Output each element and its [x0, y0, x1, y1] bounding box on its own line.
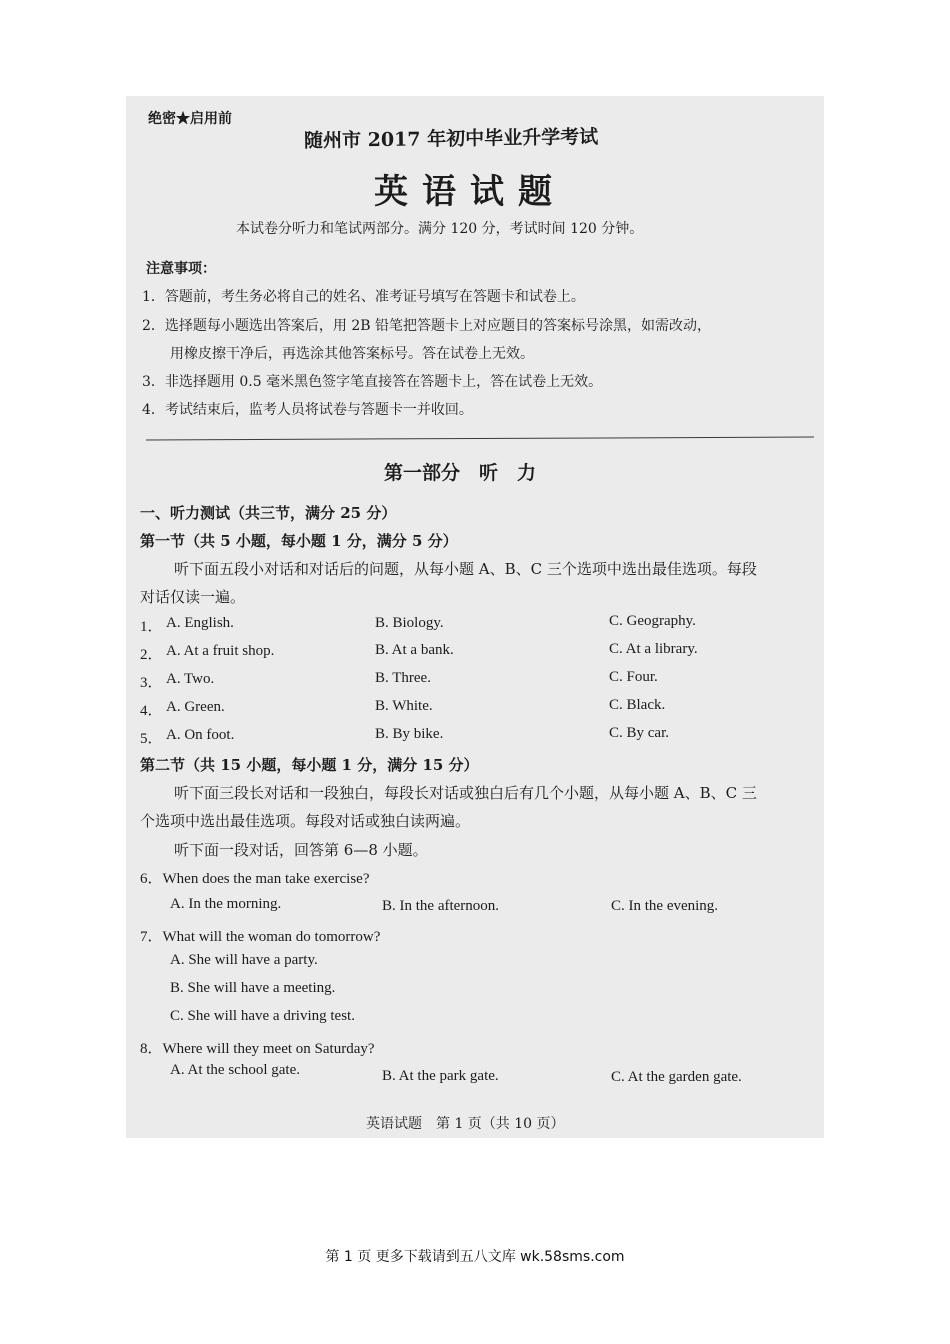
- question-stem: 6．When does the man take exercise?: [140, 871, 370, 887]
- document-footer: 第 1 页 更多下载请到五八文库 wk.58sms.com: [325, 1249, 625, 1265]
- option-b: B. At the park gate.: [382, 1068, 499, 1084]
- option-a: A. English.: [166, 615, 234, 631]
- dialogue-intro: 听下面一段对话，回答第 6—8 小题。: [174, 841, 428, 859]
- option-a: A. At the school gate.: [170, 1062, 300, 1078]
- option-b: B. Three.: [375, 670, 431, 686]
- scan-page-footer: 英语试题 第 1 页（共 10 页）: [366, 1116, 565, 1132]
- notice-item: 1．答题前，考生务必将自己的姓名、准考证号填写在答题卡和试卷上。: [142, 289, 585, 305]
- option-c: C. Black.: [609, 697, 666, 713]
- option-a: A. At a fruit shop.: [166, 643, 275, 659]
- subsection-heading: 第二节（共 15 小题，每小题 1 分，满分 15 分）: [140, 756, 479, 774]
- exam-title: 随州市 2017 年初中毕业升学考试: [303, 125, 599, 153]
- option-a: A. She will have a party.: [170, 952, 318, 968]
- option-c: C. Geography.: [609, 613, 696, 629]
- option-b: B. By bike.: [375, 726, 444, 742]
- exam-intro: 本试卷分听力和笔试两部分。满分 120 分，考试时间 120 分钟。: [236, 221, 644, 237]
- instruction-text: 听下面三段长对话和一段独白，每段长对话或独白后有几个小题，从每小题 A、B、C 三: [174, 784, 757, 802]
- part-title: 第一部分 听 力: [384, 462, 537, 484]
- scanned-exam-page: [126, 96, 824, 1138]
- notice-item: 4．考试结束后，监考人员将试卷与答题卡一并收回。: [142, 402, 473, 418]
- instruction-text: 对话仅读一遍。: [140, 588, 246, 606]
- instruction-text: 听下面五段小对话和对话后的问题，从每小题 A、B、C 三个选项中选出最佳选项。每段: [174, 560, 757, 578]
- option-a: A. Two.: [166, 671, 215, 687]
- option-b: B. At a bank.: [375, 642, 454, 658]
- secret-mark: 绝密★启用前: [148, 111, 232, 127]
- option-b: B. Biology.: [375, 615, 444, 631]
- question-stem: 8．Where will they meet on Saturday?: [140, 1041, 375, 1057]
- option-b: B. In the afternoon.: [382, 898, 500, 914]
- question-number: 4．: [140, 703, 163, 719]
- notice-heading: 注意事项：: [146, 261, 216, 277]
- question-stem: 7．What will the woman do tomorrow?: [140, 929, 381, 945]
- divider-line: [146, 437, 814, 441]
- question-number: 5．: [140, 731, 163, 747]
- option-c: C. She will have a driving test.: [170, 1008, 355, 1024]
- option-c: C. Four.: [609, 669, 658, 685]
- option-a: A. In the morning.: [170, 896, 282, 912]
- option-c: C. At a library.: [609, 641, 698, 657]
- option-b: B. White.: [375, 698, 433, 714]
- section-heading: 一、听力测试（共三节，满分 25 分）: [140, 504, 397, 522]
- question-number: 3．: [140, 675, 163, 691]
- option-a: A. On foot.: [166, 727, 235, 743]
- notice-item: 2．选择题每小题选出答案后，用 2B 铅笔把答题卡上对应题目的答案标号涂黑，如需改动，: [142, 318, 712, 334]
- subject-title: 英语试题: [374, 172, 566, 212]
- question-number: 1．: [140, 619, 163, 635]
- notice-item: 3．非选择题用 0.5 毫米黑色签字笔直接答在答题卡上，答在试卷上无效。: [142, 374, 603, 390]
- option-b: B. She will have a meeting.: [170, 980, 336, 996]
- option-c: C. In the evening.: [611, 898, 719, 914]
- instruction-text: 个选项中选出最佳选项。每段对话或独白读两遍。: [140, 812, 471, 830]
- option-c: C. At the garden gate.: [611, 1069, 742, 1085]
- option-a: A. Green.: [166, 699, 225, 715]
- notice-item-continued: 用橡皮擦干净后，再选涂其他答案标号。答在试卷上无效。: [170, 346, 534, 362]
- subsection-heading: 第一节（共 5 小题，每小题 1 分，满分 5 分）: [140, 532, 458, 550]
- option-c: C. By car.: [609, 725, 669, 741]
- question-number: 2．: [140, 647, 163, 663]
